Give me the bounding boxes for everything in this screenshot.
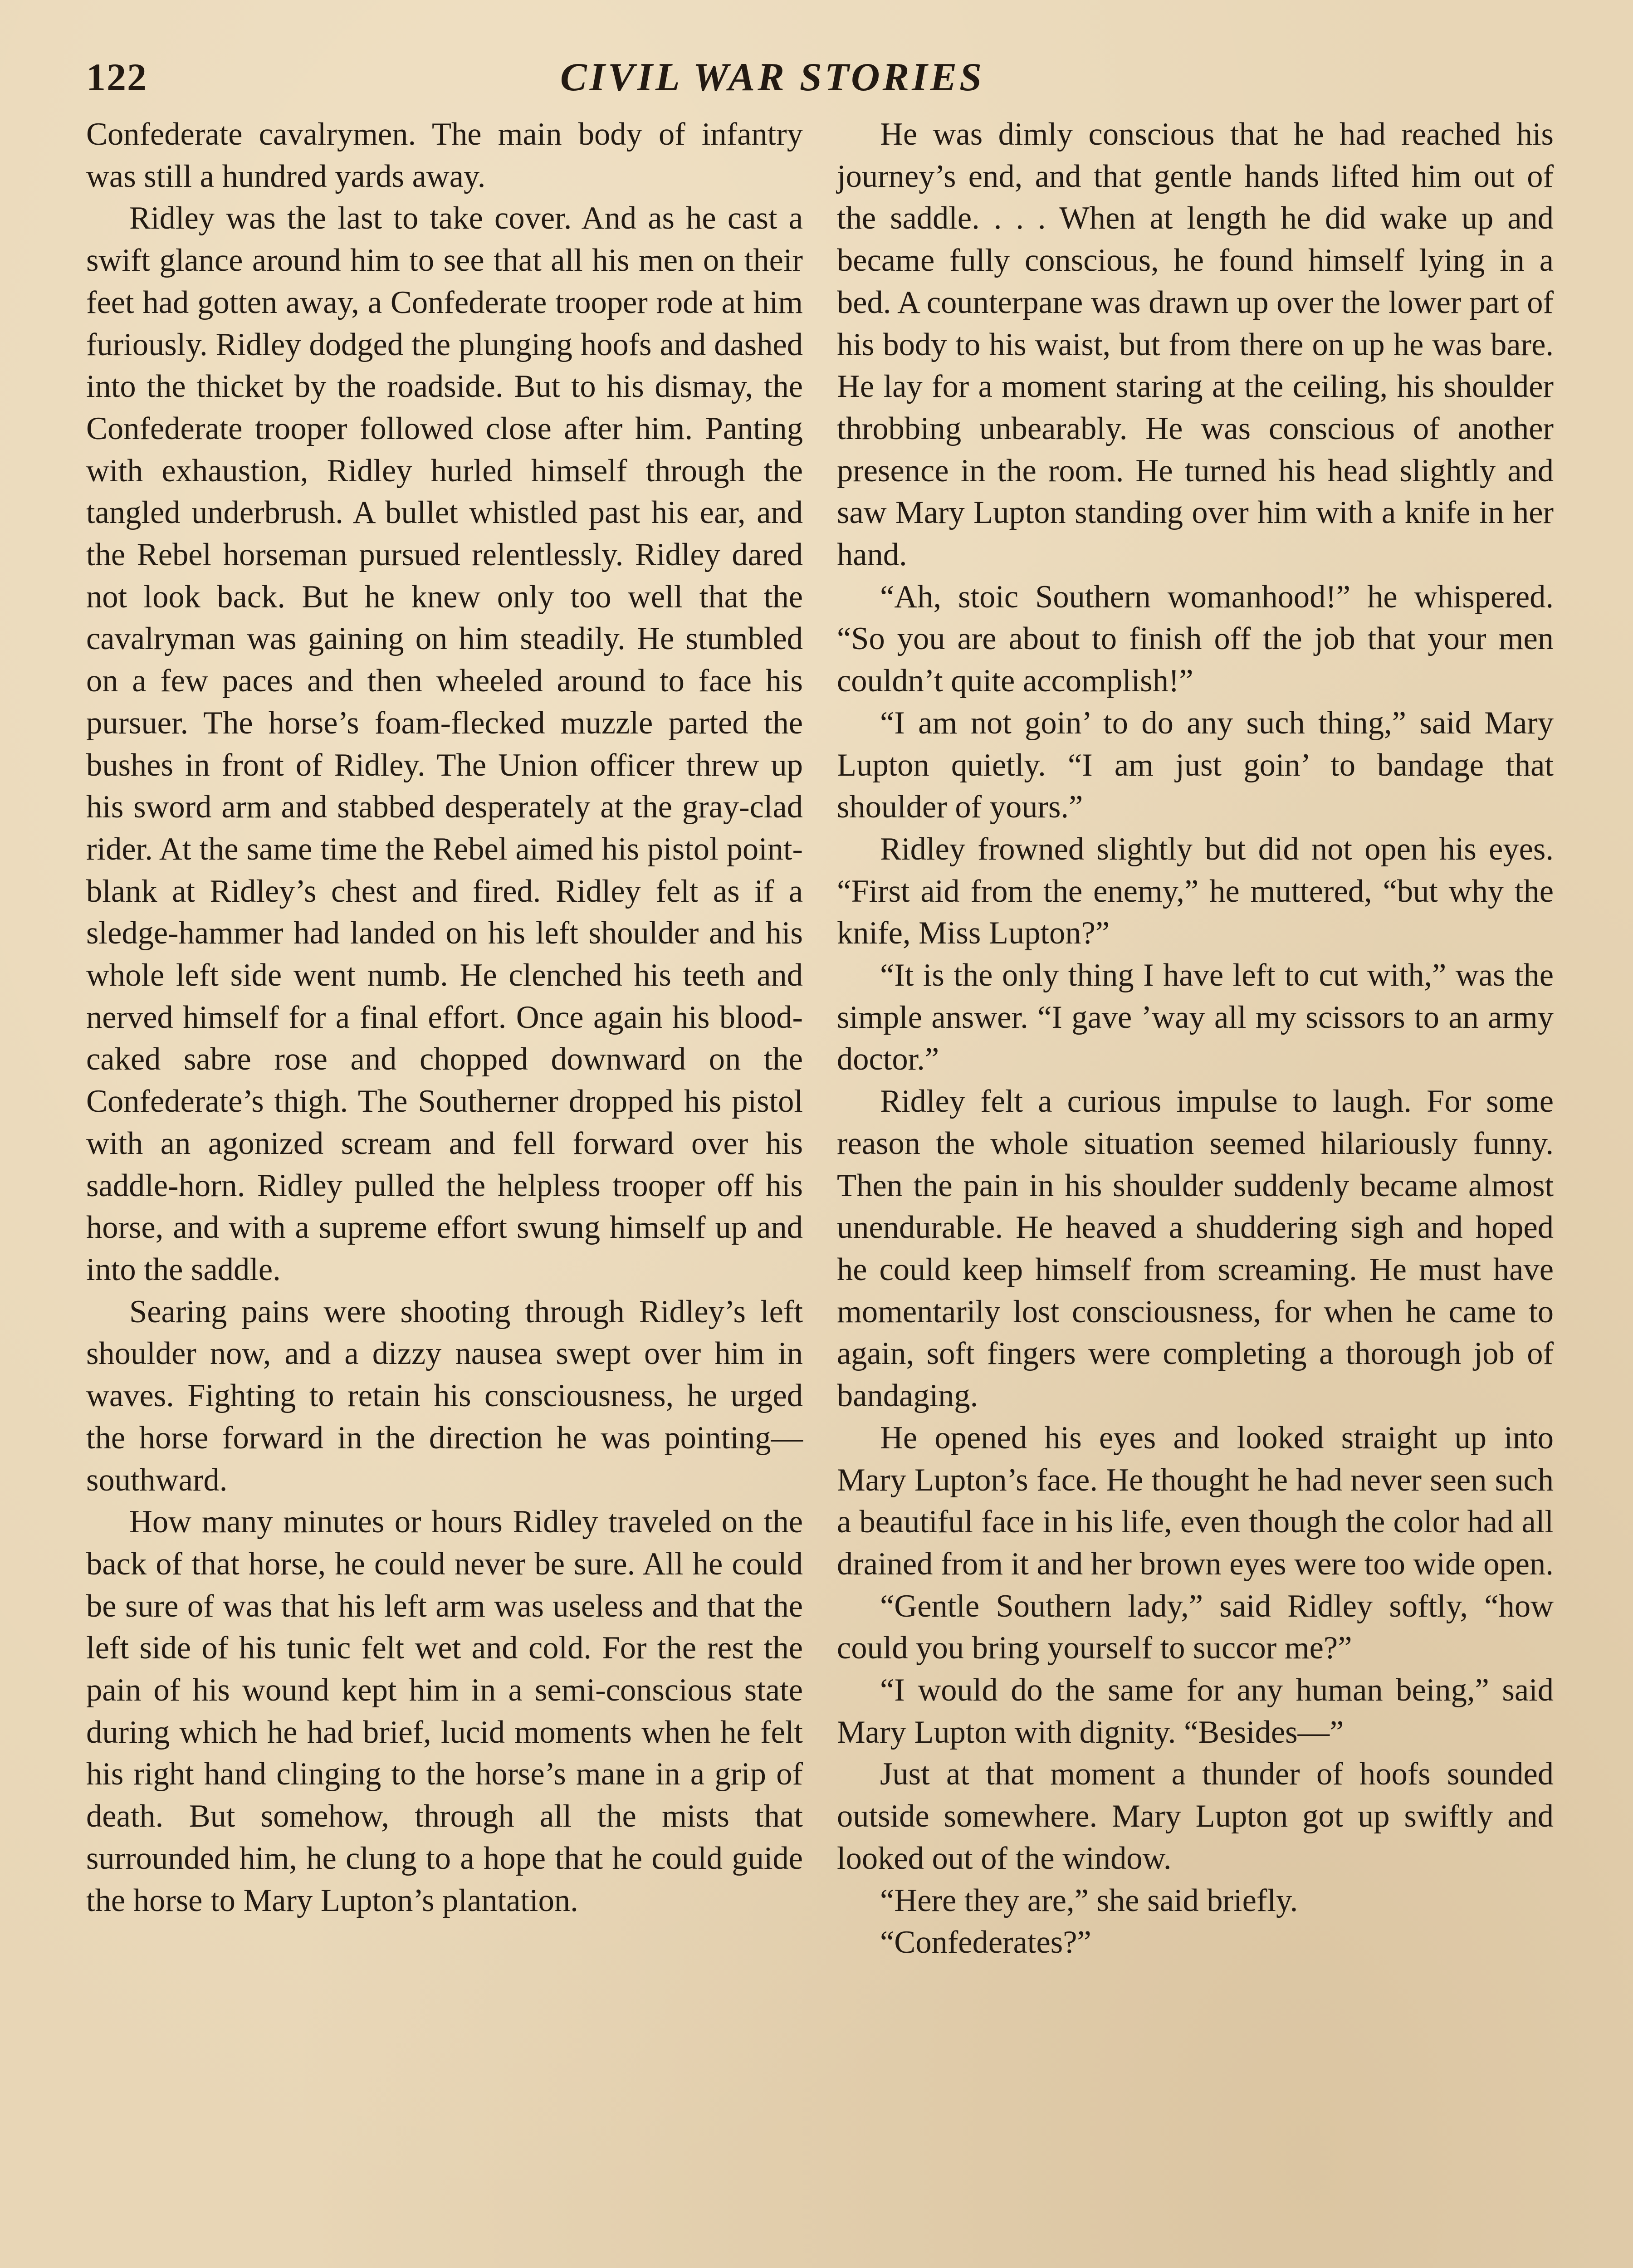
paragraph: “Here they are,” she said briefly.: [880, 1882, 1298, 1918]
paragraph: “I am not goin’ to do any such thing,” said Mary Lupton quietly. “I am just goin’ to bandage that shoulder of yours.”: [837, 705, 1554, 825]
paragraph: Searing pains were shooting through Ridley’s left shoulder now, and a dizzy nausea swept over him in waves. Fighting to retain his consciousness, he urged the horse forward in the direction he was pointing—southward.: [86, 1294, 803, 1498]
paragraph: He opened his eyes and looked straight up into Mary Lupton’s face. He thought he had never seen such a beautiful face in his life, even though the color had all drained from it and her brown eyes were too wide open.: [837, 1420, 1554, 1582]
paragraph: Ridley was the last to take cover. And as he cast a swift glance around him to see that all his men on their feet had gotten away, a Confederate trooper rode at him furiously. Ridley dodged the plunging hoofs and dashed into the thicket by the roadside. But to his dismay, the Confederate trooper followed close after him. Panting with exhaustion, Ridley hurled himself through the tangled underbrush. A bullet whistled past his ear, and the Rebel horseman pursued relentlessly. Ridley dared not look back. But he knew only too well that the cavalryman was gaining on him steadily. He stumbled on a few paces and then wheeled around to face his pursuer. The horse’s foam-flecked muzzle parted the bushes in front of Ridley. The Union officer threw up his sword arm and stabbed desperately at the gray-clad rider. At the same time the Rebel aimed his pistol point-blank at Ridley’s chest and fired. Ridley felt as if a sledge-hammer had landed on his left shoulder and his whole left side went numb. He clenched his teeth and nerved himself for a final effort. Once again his blood-caked sabre rose and chopped downward on the Confederate’s thigh. The Southerner dropped his pistol with an agonized scream and fell forward over his saddle-horn. Ridley pulled the helpless trooper off his horse, and with a supreme effort swung himself up and into the saddle.: [86, 200, 803, 1287]
paragraph: He was dimly conscious that he had reached his journey’s end, and that gentle hands lifted him out of the saddle. . . . When at length he did wake up and became fully conscious, he found himself lying in a bed. A counterpane was drawn up over the lower part of his body to his waist, but from there on up he was bare. He lay for a moment staring at the ceiling, his shoulder throbbing unbearably. He was conscious of another presence in the room. He turned his head slightly and saw Mary Lupton standing over him with a knife in her hand.: [837, 117, 1554, 573]
paragraph: “Gentle Southern lady,” said Ridley softly, “how could you bring yourself to succor me?”: [837, 1588, 1554, 1666]
paragraph: Ridley felt a curious impulse to laugh. For some reason the whole situation seemed hilariously funny. Then the pain in his shoulder suddenly became almost unendurable. He heaved a shuddering sigh and hoped he could keep himself from screaming. He must have momentarily lost consciousness, for when he came to again, soft fingers were completing a thorough job of bandaging.: [837, 1084, 1554, 1414]
paragraph: “Ah, stoic Southern womanhood!” he whispered. “So you are about to finish off the job that your men couldn’t quite accomplish!”: [837, 579, 1554, 699]
paragraph: Confederate cavalrymen. The main body of infantry was still a hundred yards away.: [86, 117, 803, 194]
left-text-column: [86, 113, 803, 1921]
paragraph: “Confederates?”: [880, 1925, 1091, 1960]
running-title: CIVIL WAR STORIES: [560, 55, 985, 99]
page-number: 122: [86, 55, 147, 99]
paragraph: Just at that moment a thunder of hoofs sounded outside somewhere. Mary Lupton got up swiftly and looked out of the window.: [837, 1756, 1554, 1876]
paragraph: Ridley frowned slightly but did not open his eyes. “First aid from the enemy,” he muttered, “but why the knife, Miss Lupton?”: [837, 831, 1554, 951]
right-text-column: [837, 113, 1554, 1964]
paragraph: How many minutes or hours Ridley traveled on the back of that horse, he could never be sure. All he could be sure of was that his left arm was useless and that the left side of his tunic felt wet and cold. For the rest the pain of his wound kept him in a semi-conscious state during which he had brief, lucid moments when he felt his right hand clinging to the horse’s mane in a grip of death. But somehow, through all the mists that surrounded him, he clung to a hope that he could guide the horse to Mary Lupton’s plantation.: [86, 1504, 803, 1918]
paragraph: “It is the only thing I have left to cut with,” was the simple answer. “I gave ’way all my scissors to an army doctor.”: [837, 958, 1554, 1077]
page-header: [86, 54, 1560, 104]
paragraph: “I would do the same for any human being,” said Mary Lupton with dignity. “Besides—”: [837, 1672, 1554, 1750]
